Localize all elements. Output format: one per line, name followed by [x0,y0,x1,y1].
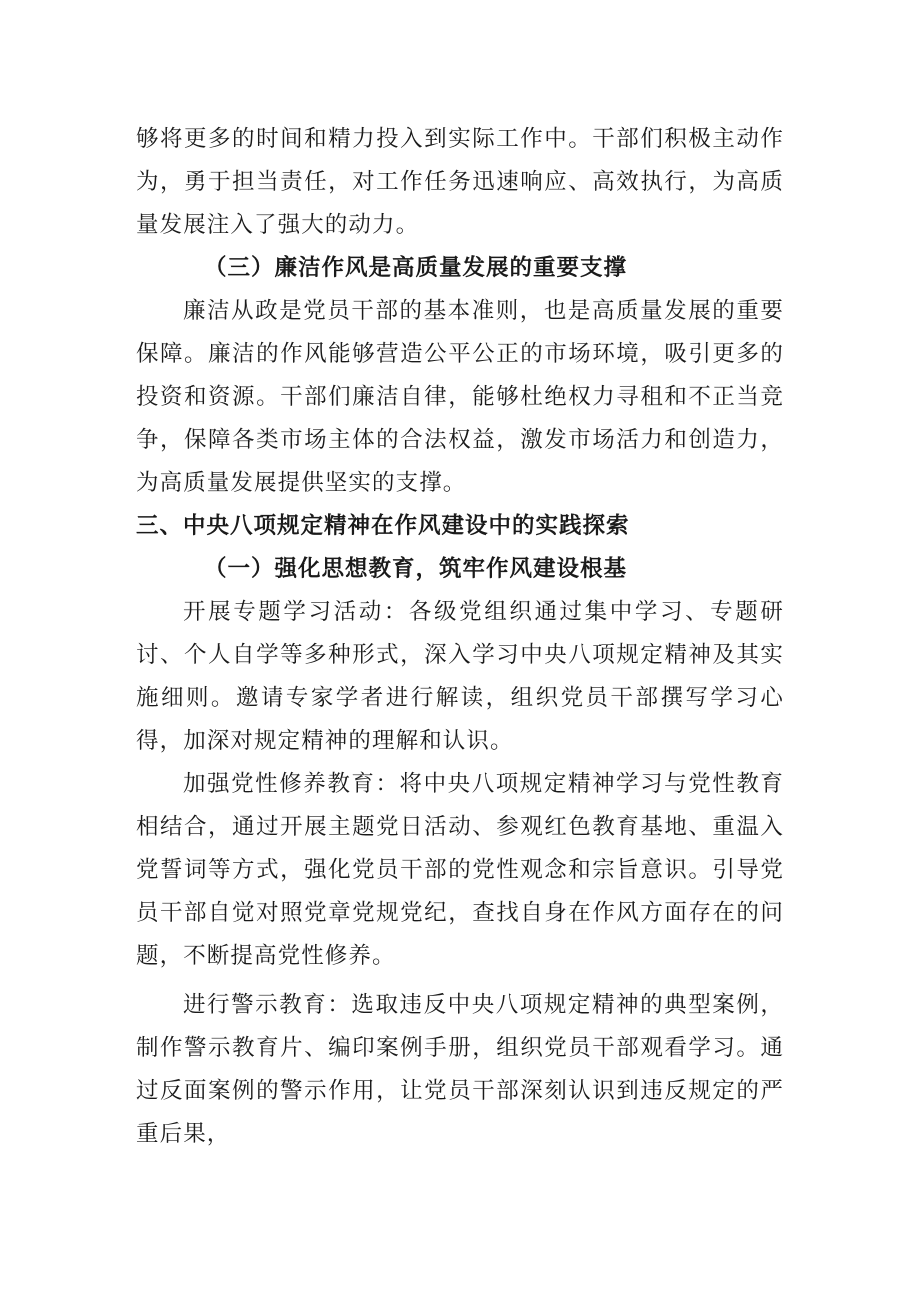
paragraph-warning-education: 进行警示教育：选取违反中央八项规定精神的典型案例，制作警示教育片、编印案例手册，组织党员干部观看学习。通过反面案例的警示作用，让党员干部深刻认识到违反规定的严重后果， [136,992,784,1147]
paragraph-continuation: 够将更多的时间和精力投入到实际工作中。干部们积极主动作为，勇于担当责任，对工作任务迅速响应、高效执行，为高质量发展注入了强大的动力。 [136,126,784,238]
section-heading-education: （一）强化思想教育，筑牢作风建设根基 [204,556,628,582]
chapter-heading-practice: 三、中央八项规定精神在作风建设中的实践探索 [136,513,630,539]
paragraph-study-activities: 开展专题学习活动：各级党组织通过集中学习、专题研讨、个人自学等多种形式，深入学习中央八项规定精神及其实施细则。邀请专家学者进行解读，组织党员干部撰写学习心得，加深对规定精神的理解和认识。 [136,599,784,754]
section-heading-integrity: （三）廉洁作风是高质量发展的重要支撑 [204,255,628,281]
document-page [136,118,784,1156]
paragraph-integrity: 廉洁从政是党员干部的基本准则，也是高质量发展的重要保障。廉洁的作风能够营造公平公正的市场环境，吸引更多的投资和资源。干部们廉洁自律，能够杜绝权力寻租和不正当竞争，保障各类市场主体的合法权益，激发市场活力和创造力，为高质量发展提供坚实的支撑。 [136,298,784,496]
paragraph-party-spirit: 加强党性修养教育：将中央八项规定精神学习与党性教育相结合，通过开展主题党日活动、参观红色教育基地、重温入党誓词等方式，强化党员干部的党性观念和宗旨意识。引导党员干部自觉对照党章党规党纪，查找自身在作风方面存在的问题，不断提高党性修养。 [136,771,784,969]
